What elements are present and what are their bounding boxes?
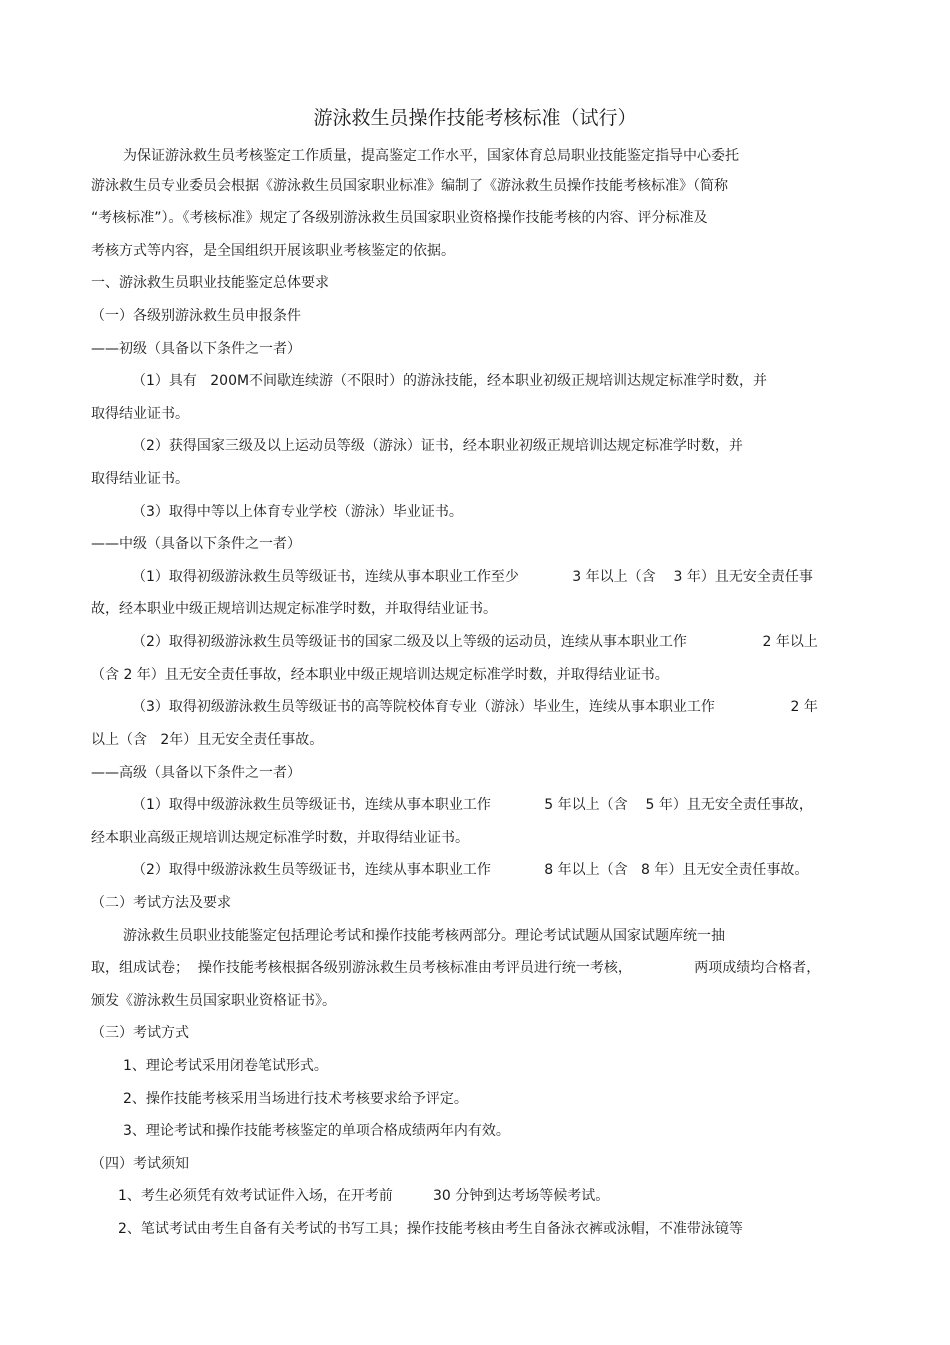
exam-mode-item-3: 3、理论考试和操作技能考核鉴定的单项合格成绩两年内有效。 [123,1123,510,1139]
junior-item-2-line-2: 取得结业证书。 [91,471,189,487]
junior-item-2-line-1: （2）获得国家三级及以上运动员等级（游泳）证书，经本职业初级正规培训达规定标准学时数，并 [132,438,743,454]
level-heading-middle: ——中级（具备以下条件之一者） [91,536,301,552]
subsection-heading-2: （二）考试方法及要求 [91,895,231,911]
section-heading-1: 一、游泳救生员职业技能鉴定总体要求 [91,275,329,291]
middle-item-2-line-2: （含 2 年）且无安全责任事故，经本职业中级正规培训达规定标准学时数，并取得结业证书。 [91,667,669,683]
senior-item-1-line-1: （1）取得中级游泳救生员等级证书，连续从事本职业工作 5 年以上（含 5 年）且无安全责任事故， [132,797,813,813]
senior-item-1-line-2: 经本职业高级正规培训达规定标准学时数，并取得结业证书。 [91,830,469,846]
middle-item-1-line-2: 故，经本职业中级正规培训达规定标准学时数，并取得结业证书。 [91,601,497,617]
exam-mode-item-1: 1、理论考试采用闭卷笔试形式。 [123,1058,328,1074]
subsection-heading-3: （三）考试方式 [91,1025,189,1041]
junior-item-3: （3）取得中等以上体育专业学校（游泳）毕业证书。 [132,504,463,520]
junior-item-1-line-1: （1）具有 200M不间歇连续游（不限时）的游泳技能，经本职业初级正规培训达规定标准学时数，并 [132,373,768,389]
intro-line-3: “考核标准”）。《考核标准》规定了各级别游泳救生员国家职业资格操作技能考核的内容、评分标准及 [91,210,708,226]
junior-item-1-line-2: 取得结业证书。 [91,406,189,422]
middle-item-3-line-2: 以上（含 2年）且无安全责任事故。 [91,732,324,748]
intro-line-2: 游泳救生员专业委员会根据《游泳救生员国家职业标准》编制了《游泳救生员操作技能考核标准》（简称 [91,178,728,194]
method-line-1: 游泳救生员职业技能鉴定包括理论考试和操作技能考核两部分。理论考试试题从国家试题库统一抽 [123,928,725,944]
intro-line-4: 考核方式等内容，是全国组织开展该职业考核鉴定的依据。 [91,243,455,259]
notice-item-1: 1、考生必须凭有效考试证件入场，在开考前 30 分钟到达考场等候考试。 [118,1188,610,1204]
middle-item-3-line-1: （3）取得初级游泳救生员等级证书的高等院校体育专业（游泳）毕业生，连续从事本职业工作 2 年 [132,699,818,715]
senior-item-2: （2）取得中级游泳救生员等级证书，连续从事本职业工作 8 年以上（含 8 年）且无安全责任事故。 [132,862,809,878]
level-heading-senior: ——高级（具备以下条件之一者） [91,765,301,781]
subsection-heading-4: （四）考试须知 [91,1156,189,1172]
document-title: 游泳救生员操作技能考核标准（试行） [313,107,637,129]
intro-line-1: 为保证游泳救生员考核鉴定工作质量，提高鉴定工作水平，国家体育总局职业技能鉴定指导中心委托 [123,148,739,164]
exam-mode-item-2: 2、操作技能考核采用当场进行技术考核要求给予评定。 [123,1091,468,1107]
level-heading-junior: ——初级（具备以下条件之一者） [91,341,301,357]
subsection-heading-1: （一）各级别游泳救生员申报条件 [91,308,301,324]
middle-item-1-line-1: （1）取得初级游泳救生员等级证书，连续从事本职业工作至少 3 年以上（含 3 年）且无安全责任事 [132,569,813,585]
method-line-3: 颁发《游泳救生员国家职业资格证书》。 [91,993,336,1009]
method-line-2: 取，组成试卷； 操作技能考核根据各级别游泳救生员考核标准由考评员进行统一考核， 两项成绩均合格者， [91,960,821,976]
middle-item-2-line-1: （2）取得初级游泳救生员等级证书的国家二级及以上等级的运动员，连续从事本职业工作 2 年以上 [132,634,818,650]
notice-item-2: 2、笔试考试由考生自备有关考试的书写工具；操作技能考核由考生自备泳衣裤或泳帽，不准带泳镜等 [118,1221,743,1237]
